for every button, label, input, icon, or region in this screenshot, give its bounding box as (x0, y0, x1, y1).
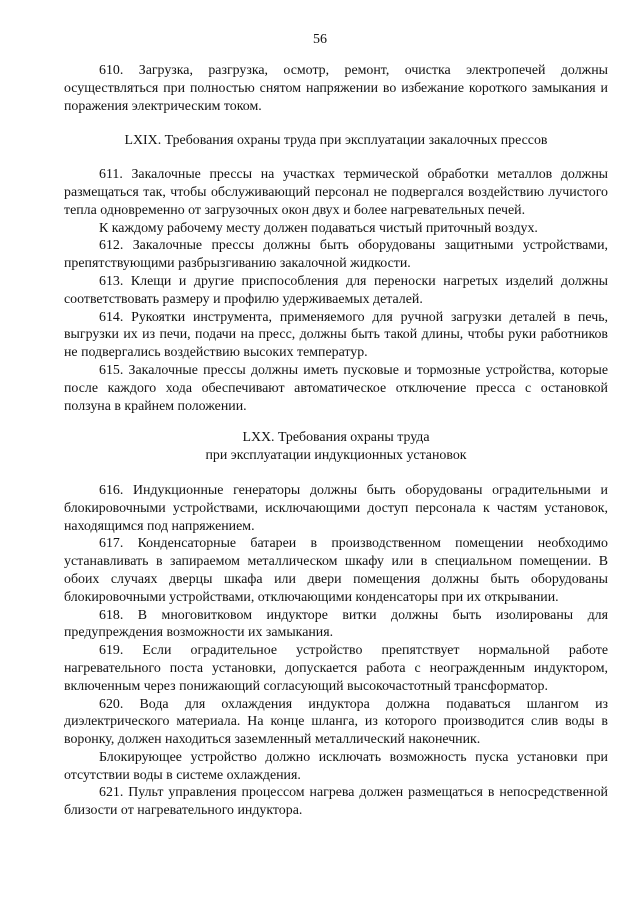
paragraph-620: 620. Вода для охлаждения индуктора должна подаваться шлангом из диэлектрического материала. На конце шланга, из которого производится слив воды в воронку, должен находиться заземленный металлический наконечник. (64, 696, 608, 748)
section-heading-lxix: LXIX. Требования охраны труда при эксплуатации закалочных прессов (124, 133, 548, 149)
section-heading-lxx-line-1: LXX. Требования охраны труда (242, 430, 430, 446)
paragraph-611: 611. Закалочные прессы на участках термической обработки металлов должны размещаться так, чтобы обслуживающий персонал не подвергался воздействию лучистого тепла одновременно от загрузочных окон двух и более нагревательных печей. (64, 167, 608, 218)
paragraph-620-continued: Блокирующее устройство должно исключать возможность пуска установки при отсутствии воды в системе охлаждения. (64, 749, 608, 783)
paragraph-613: 613. Клещи и другие приспособления для переноски нагретых изделий должны соответствовать размеру и профилю удерживаемых деталей. (64, 273, 608, 307)
paragraph-616: 616. Индукционные генераторы должны быть оборудованы оградительными и блокировочными устройствами, исключающими доступ персонала к частям установок, находящимся под напряжением. (64, 482, 608, 534)
page-content (64, 62, 608, 820)
section-heading-lxx-line-2: при эксплуатации индукционных установок (205, 448, 467, 464)
paragraph-615: 615. Закалочные прессы должны иметь пусковые и тормозные устройства, которые после каждого хода обеспечивают автоматическое отключение пресса с остановкой ползуна в крайнем положении. (64, 362, 608, 414)
section-heading-lxx (64, 429, 608, 465)
paragraph-610: 610. Загрузка, разгрузка, осмотр, ремонт, очистка электропечей должны осуществляться при полностью снятом напряжении во избежание короткого замыкания и поражения электрическим током. (64, 63, 608, 114)
paragraph-618: 618. В многовитковом индукторе витки должны быть изолированы для предупреждения возможности их замыкания. (64, 607, 608, 641)
paragraph-614: 614. Рукоятки инструмента, применяемого для ручной загрузки деталей в печь, выгрузки их из печи, подачи на пресс, должны быть такой длины, чтобы руки работников не подвергались воздействию высоких температур. (64, 309, 608, 361)
paragraph-611-continued: К каждому рабочему месту должен подаваться чистый приточный воздух. (99, 220, 538, 236)
paragraph-621: 621. Пульт управления процессом нагрева должен размещаться в непосредственной близости от нагревательного индуктора. (64, 785, 608, 819)
page-number: 56 (313, 32, 327, 47)
paragraph-612: 612. Закалочные прессы должны быть оборудованы защитными устройствами, препятствующими разбрызгиванию закалочной жидкости. (64, 238, 608, 272)
paragraph-617: 617. Конденсаторные батареи в производственном помещении необходимо устанавливать в запираемом металлическом шкафу или в специальном помещении. В обоих случаях дверцы шкафа или двери помещения должны быть оборудованы блокировочными устройствами, отключающими конденсаторы при их открывании. (64, 536, 608, 605)
paragraph-619: 619. Если оградительное устройство препятствует нормальной работе нагревательного поста установки, допускается работа с неогражденным индуктором, включенным через понижающий согласующий высокочастотный трансформатор. (64, 643, 608, 694)
